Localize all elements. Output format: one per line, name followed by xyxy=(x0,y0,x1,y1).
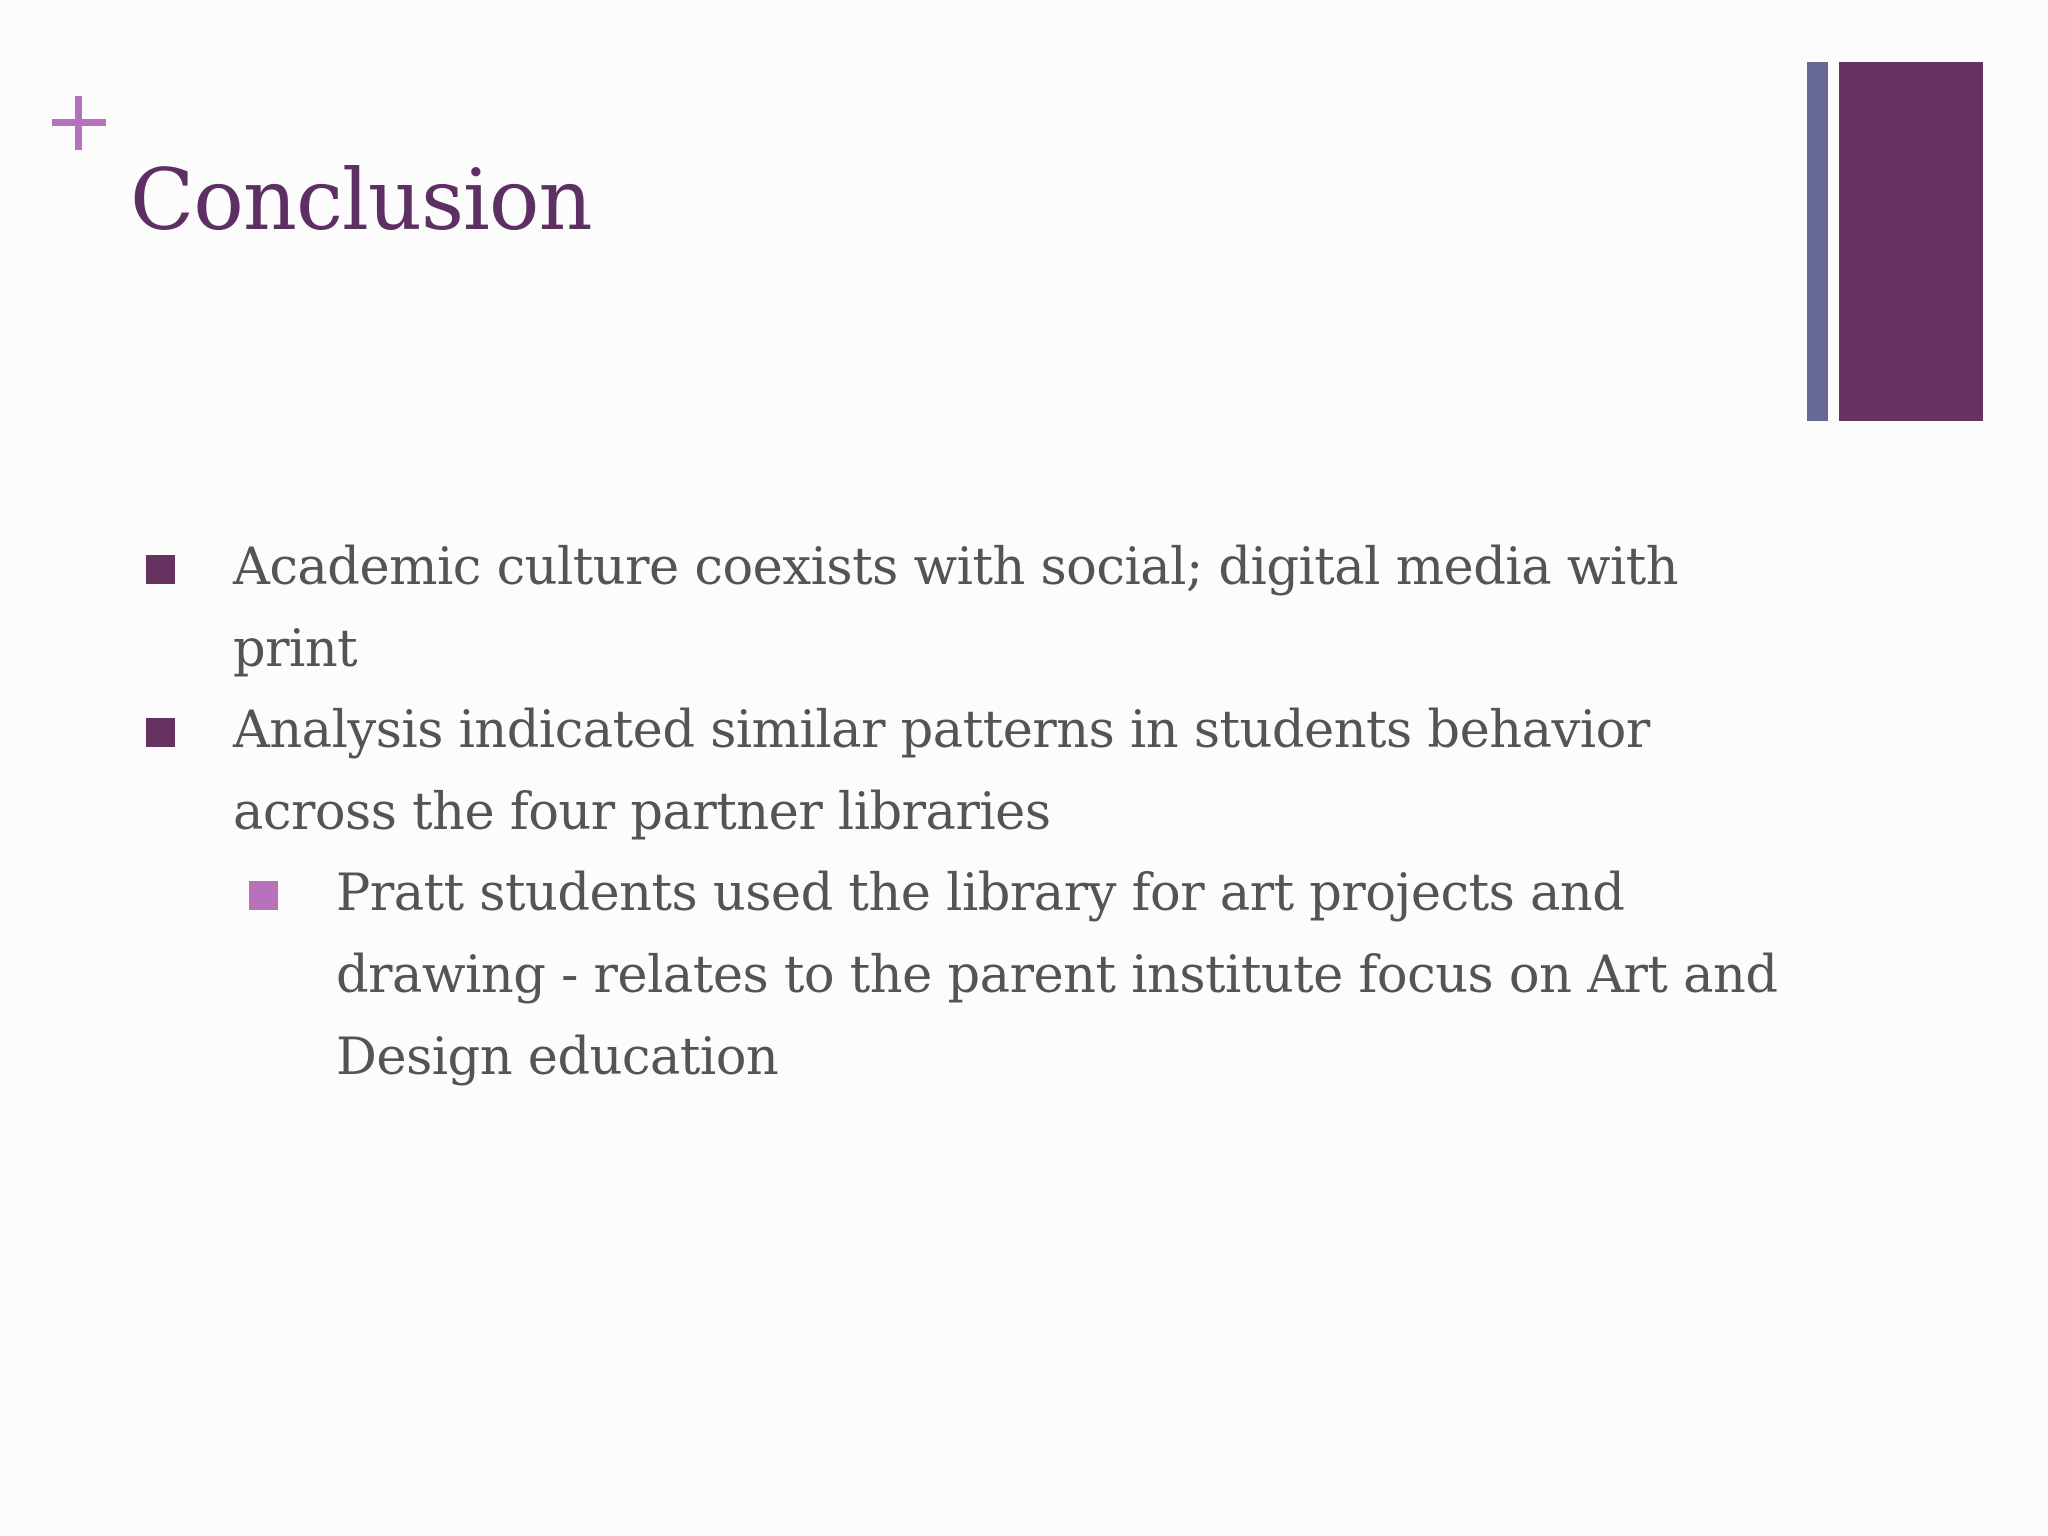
plus-icon xyxy=(52,96,106,150)
bullet-item xyxy=(233,527,1793,691)
accent-bar-thick xyxy=(1839,62,1983,421)
plus-icon-vertical xyxy=(75,96,82,150)
bullet-text: Academic culture coexists with social; digital media with print xyxy=(233,538,1679,679)
sub-bullet-item xyxy=(336,853,1796,1099)
accent-bar-thin xyxy=(1807,62,1828,421)
bullet-text: Analysis indicated similar patterns in students behavior across the four partner libraries xyxy=(233,701,1650,842)
square-bullet-icon xyxy=(146,718,175,747)
bullet-item xyxy=(233,690,1793,854)
sub-bullet-text: Pratt students used the library for art projects and drawing - relates to the parent institute focus on Art and Design education xyxy=(336,864,1778,1087)
square-bullet-icon xyxy=(249,881,278,910)
slide-title: Conclusion xyxy=(130,151,592,249)
square-bullet-icon xyxy=(146,555,175,584)
